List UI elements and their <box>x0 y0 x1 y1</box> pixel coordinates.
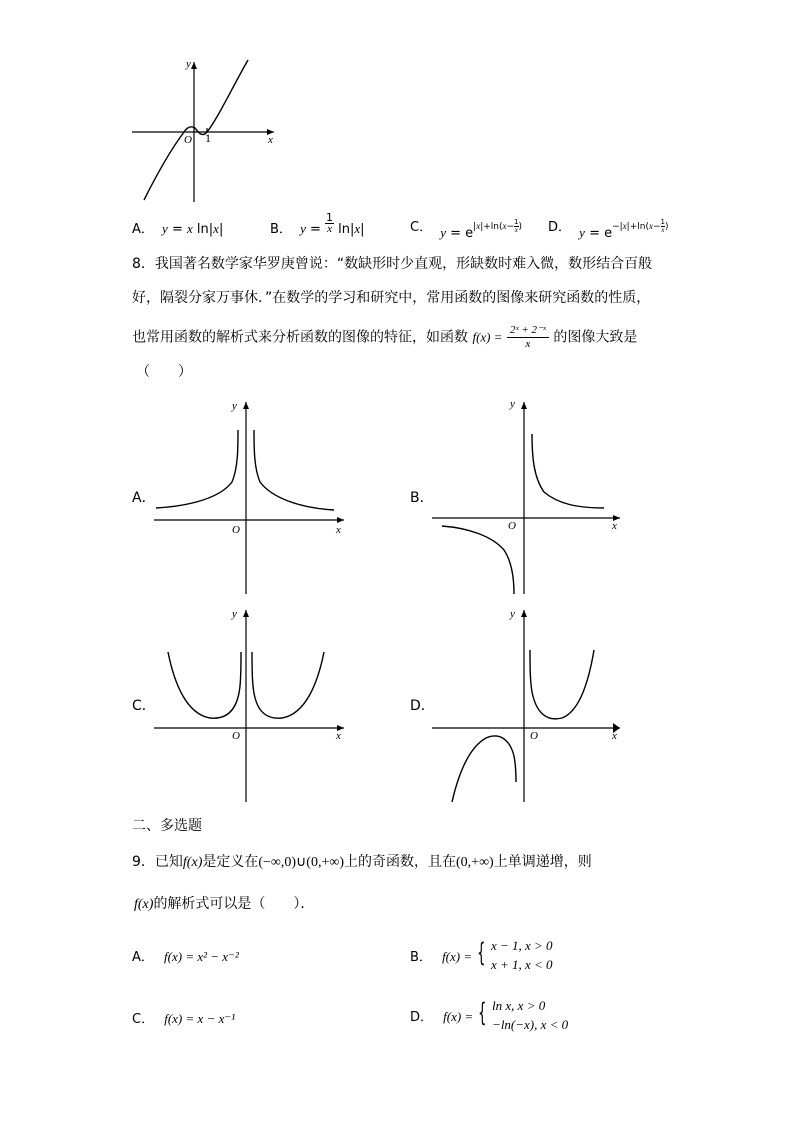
y-label: y <box>186 58 191 70</box>
q7-option-a[interactable]: A． y = x ln|x| <box>132 221 224 237</box>
q7-curve <box>144 60 248 200</box>
tick-label: 1 <box>205 134 212 145</box>
q8-graph-d[interactable]: y x O <box>428 606 628 806</box>
q8-line-3: 也常用函数的解析式来分析函数的图像的特征，如函数 f(x) = $\frac{\text{2ˣ + 2⁻ˣ}}{x}$ 的图像大致是 <box>132 324 638 350</box>
q8-answer-paren: （ ） <box>136 364 192 380</box>
q8-line-2: 好，隔裂分家万事休．”在数学的学习和研究中，常用函数的图像来研究函数的性质， <box>132 290 651 306</box>
q7-option-c[interactable]: C． y = e|x|+ln(x− $\frac{1}{x}$ ) <box>410 218 523 241</box>
q8-option-d-letter[interactable]: D． <box>410 698 435 714</box>
q7-option-b[interactable]: B． y = $\frac{1}{x}$ ln|x| <box>270 211 365 237</box>
q9-option-c[interactable]: C． f(x) = x − x⁻¹ <box>132 1011 236 1027</box>
graph-b-svg <box>428 398 628 598</box>
q9-option-b[interactable]: B． f(x) = { x − 1, x > 0 x + 1, x < 0 <box>410 938 553 972</box>
graph-a-svg <box>150 398 350 598</box>
q7-option-d[interactable]: D． y = e−|x|+ln(x− $\frac{1}{x}$ ) <box>548 218 669 241</box>
q9-option-a[interactable]: A． f(x) = x² − x⁻² <box>132 949 239 965</box>
q7-graph <box>128 56 278 206</box>
graph-d-svg <box>428 606 628 806</box>
origin-label: O <box>184 134 192 146</box>
q7-figure <box>128 56 278 206</box>
q8-option-b-letter[interactable]: B． <box>410 490 434 506</box>
q9-line-1: 9．已知f(x)是定义在(−∞,0)∪(0,+∞)上的奇函数，且在(0,+∞)上单调递增，则 <box>132 854 592 870</box>
q8-graph-c[interactable]: y x O <box>150 606 350 806</box>
section-title: 二、多选题 <box>132 818 202 834</box>
q9-option-d[interactable]: D． f(x) = { ln x, x > 0 −ln(−x), x < 0 <box>410 998 569 1032</box>
graph-c-svg <box>150 606 350 806</box>
q8-option-c-letter[interactable]: C． <box>132 698 156 714</box>
q8-graph-b[interactable]: y x O <box>428 398 628 598</box>
x-label: x <box>268 134 273 146</box>
q8-option-a-letter[interactable]: A． <box>132 490 156 506</box>
q9-line-2: f(x)的解析式可以是（ ）． <box>134 896 315 912</box>
q8-line-1: 8．我国著名数学家华罗庚曾说：“数缺形时少直观，形缺数时难入微，数形结合百般 <box>132 256 653 272</box>
q8-graph-a[interactable]: y x O <box>150 398 350 598</box>
